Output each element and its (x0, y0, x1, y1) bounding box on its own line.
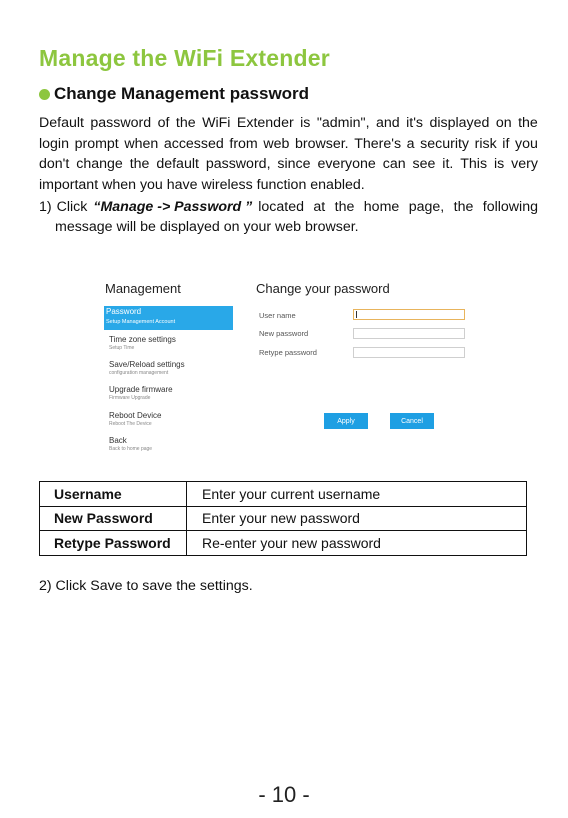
word: browser. (294, 135, 349, 152)
sidebar-item-label: Password (106, 307, 142, 316)
paragraph-line (39, 113, 538, 134)
word: This (460, 156, 488, 172)
word: the (175, 115, 196, 131)
new-password-label: New password (259, 329, 309, 338)
sidebar-item-label: Time zone settings (109, 335, 176, 344)
sidebar-item-back[interactable] (109, 436, 152, 452)
sidebar-item-sublabel: configuration management (109, 370, 169, 376)
word: accessed (163, 135, 224, 152)
table-key: New Password (40, 506, 187, 531)
word: can (382, 156, 406, 172)
word: is (493, 156, 505, 172)
paragraph-line: important when you have wireless function enabled. (39, 176, 365, 193)
retype-password-input[interactable] (353, 347, 465, 358)
word: located (258, 199, 304, 215)
retype-password-label: Retype password (259, 348, 317, 357)
word: of (157, 115, 170, 131)
word: a (406, 135, 415, 152)
router-ui-screenshot (103, 272, 493, 468)
sidebar-item-sublabel: Setup Time (109, 345, 135, 351)
word: password, (205, 156, 271, 172)
word: Extender (236, 115, 294, 131)
sidebar-item-label: Back (109, 436, 127, 445)
word: if (502, 135, 510, 152)
word: displayed (429, 115, 490, 131)
new-password-input[interactable] (353, 328, 465, 339)
word: when (124, 135, 159, 152)
sidebar-item-sublabel: Reboot The Device (109, 421, 152, 427)
table-key: Retype Password (40, 531, 187, 556)
word: it. (442, 156, 454, 172)
form-title: Change your password (256, 281, 390, 296)
word: login (39, 135, 69, 152)
sidebar-item-save-reload[interactable] (109, 360, 185, 376)
word: "admin", (316, 115, 370, 131)
word: very (511, 156, 538, 172)
step-one-line-1 (39, 197, 538, 217)
step-one (39, 197, 538, 237)
word: WiFi (202, 115, 231, 131)
word: page, (408, 199, 445, 215)
word: on (495, 115, 512, 131)
word: Default (39, 115, 84, 131)
table-key: Username (40, 482, 187, 507)
word: the (334, 199, 355, 215)
table-row (40, 506, 527, 531)
table-row (40, 482, 527, 507)
username-input[interactable] (353, 309, 465, 320)
step-rest (252, 197, 538, 217)
word: and (375, 115, 400, 131)
step-two: 2) Click Save to save the settings. (39, 578, 253, 594)
word: is (300, 115, 311, 131)
word: default (156, 156, 199, 172)
sidebar-item-upgrade-firmware[interactable] (109, 385, 173, 401)
table-value: Enter your current username (187, 482, 527, 507)
intro-paragraph (39, 113, 538, 195)
sidebar-item-time-zone[interactable] (109, 335, 176, 351)
word: home (363, 199, 400, 215)
section-heading-text: Change Management password (54, 84, 310, 103)
section-heading (39, 84, 309, 104)
table-value: Enter your new password (187, 506, 527, 531)
word: from (229, 135, 258, 152)
word: risk (474, 135, 497, 152)
sidebar-item-sublabel: Back to home page (109, 446, 153, 452)
word: at (313, 199, 326, 215)
word: everyone (317, 156, 376, 172)
step-click-word: Click (56, 199, 88, 215)
sidebar-item-label: Reboot Device (109, 411, 162, 420)
sidebar-title: Management (105, 281, 181, 296)
word: the (518, 115, 538, 131)
fields-table (39, 481, 527, 556)
word: the (129, 156, 150, 172)
word: since (277, 156, 311, 172)
page-number: - 10 - (258, 782, 310, 807)
sidebar-item-password[interactable] (104, 306, 233, 330)
sidebar-item-label: Save/Reload settings (109, 360, 185, 369)
word: change (76, 156, 123, 172)
sidebar-item-label: Upgrade firmware (109, 385, 173, 394)
table-row (40, 531, 527, 556)
word: web (263, 135, 290, 152)
word: security (420, 135, 470, 152)
username-label: User name (259, 311, 296, 320)
word: following (482, 199, 538, 215)
word: you (514, 135, 538, 152)
word: don't (39, 156, 70, 172)
word: see (412, 156, 436, 172)
word: password (90, 115, 152, 131)
sidebar-item-sublabel: Firmware Upgrade (109, 395, 151, 401)
word: it's (406, 115, 423, 131)
menu-path: “Manage -> Password ” (93, 199, 253, 215)
word: There's (354, 135, 402, 152)
step-one-line-2: message will be displayed on your web browser. (55, 219, 359, 235)
word: prompt (74, 135, 119, 152)
sidebar-item-sublabel: Setup Management Account (106, 319, 176, 325)
apply-button[interactable]: Apply (324, 413, 368, 429)
paragraph-line (39, 134, 538, 155)
page-title: Manage the WiFi Extender (39, 45, 330, 71)
paragraph-line (39, 154, 538, 175)
cancel-button[interactable]: Cancel (390, 413, 434, 429)
table-value: Re-enter your new password (187, 531, 527, 556)
sidebar-item-reboot[interactable] (109, 411, 161, 427)
word: the (453, 199, 474, 215)
step-number: 1) (39, 199, 52, 215)
bullet-icon (39, 89, 50, 100)
